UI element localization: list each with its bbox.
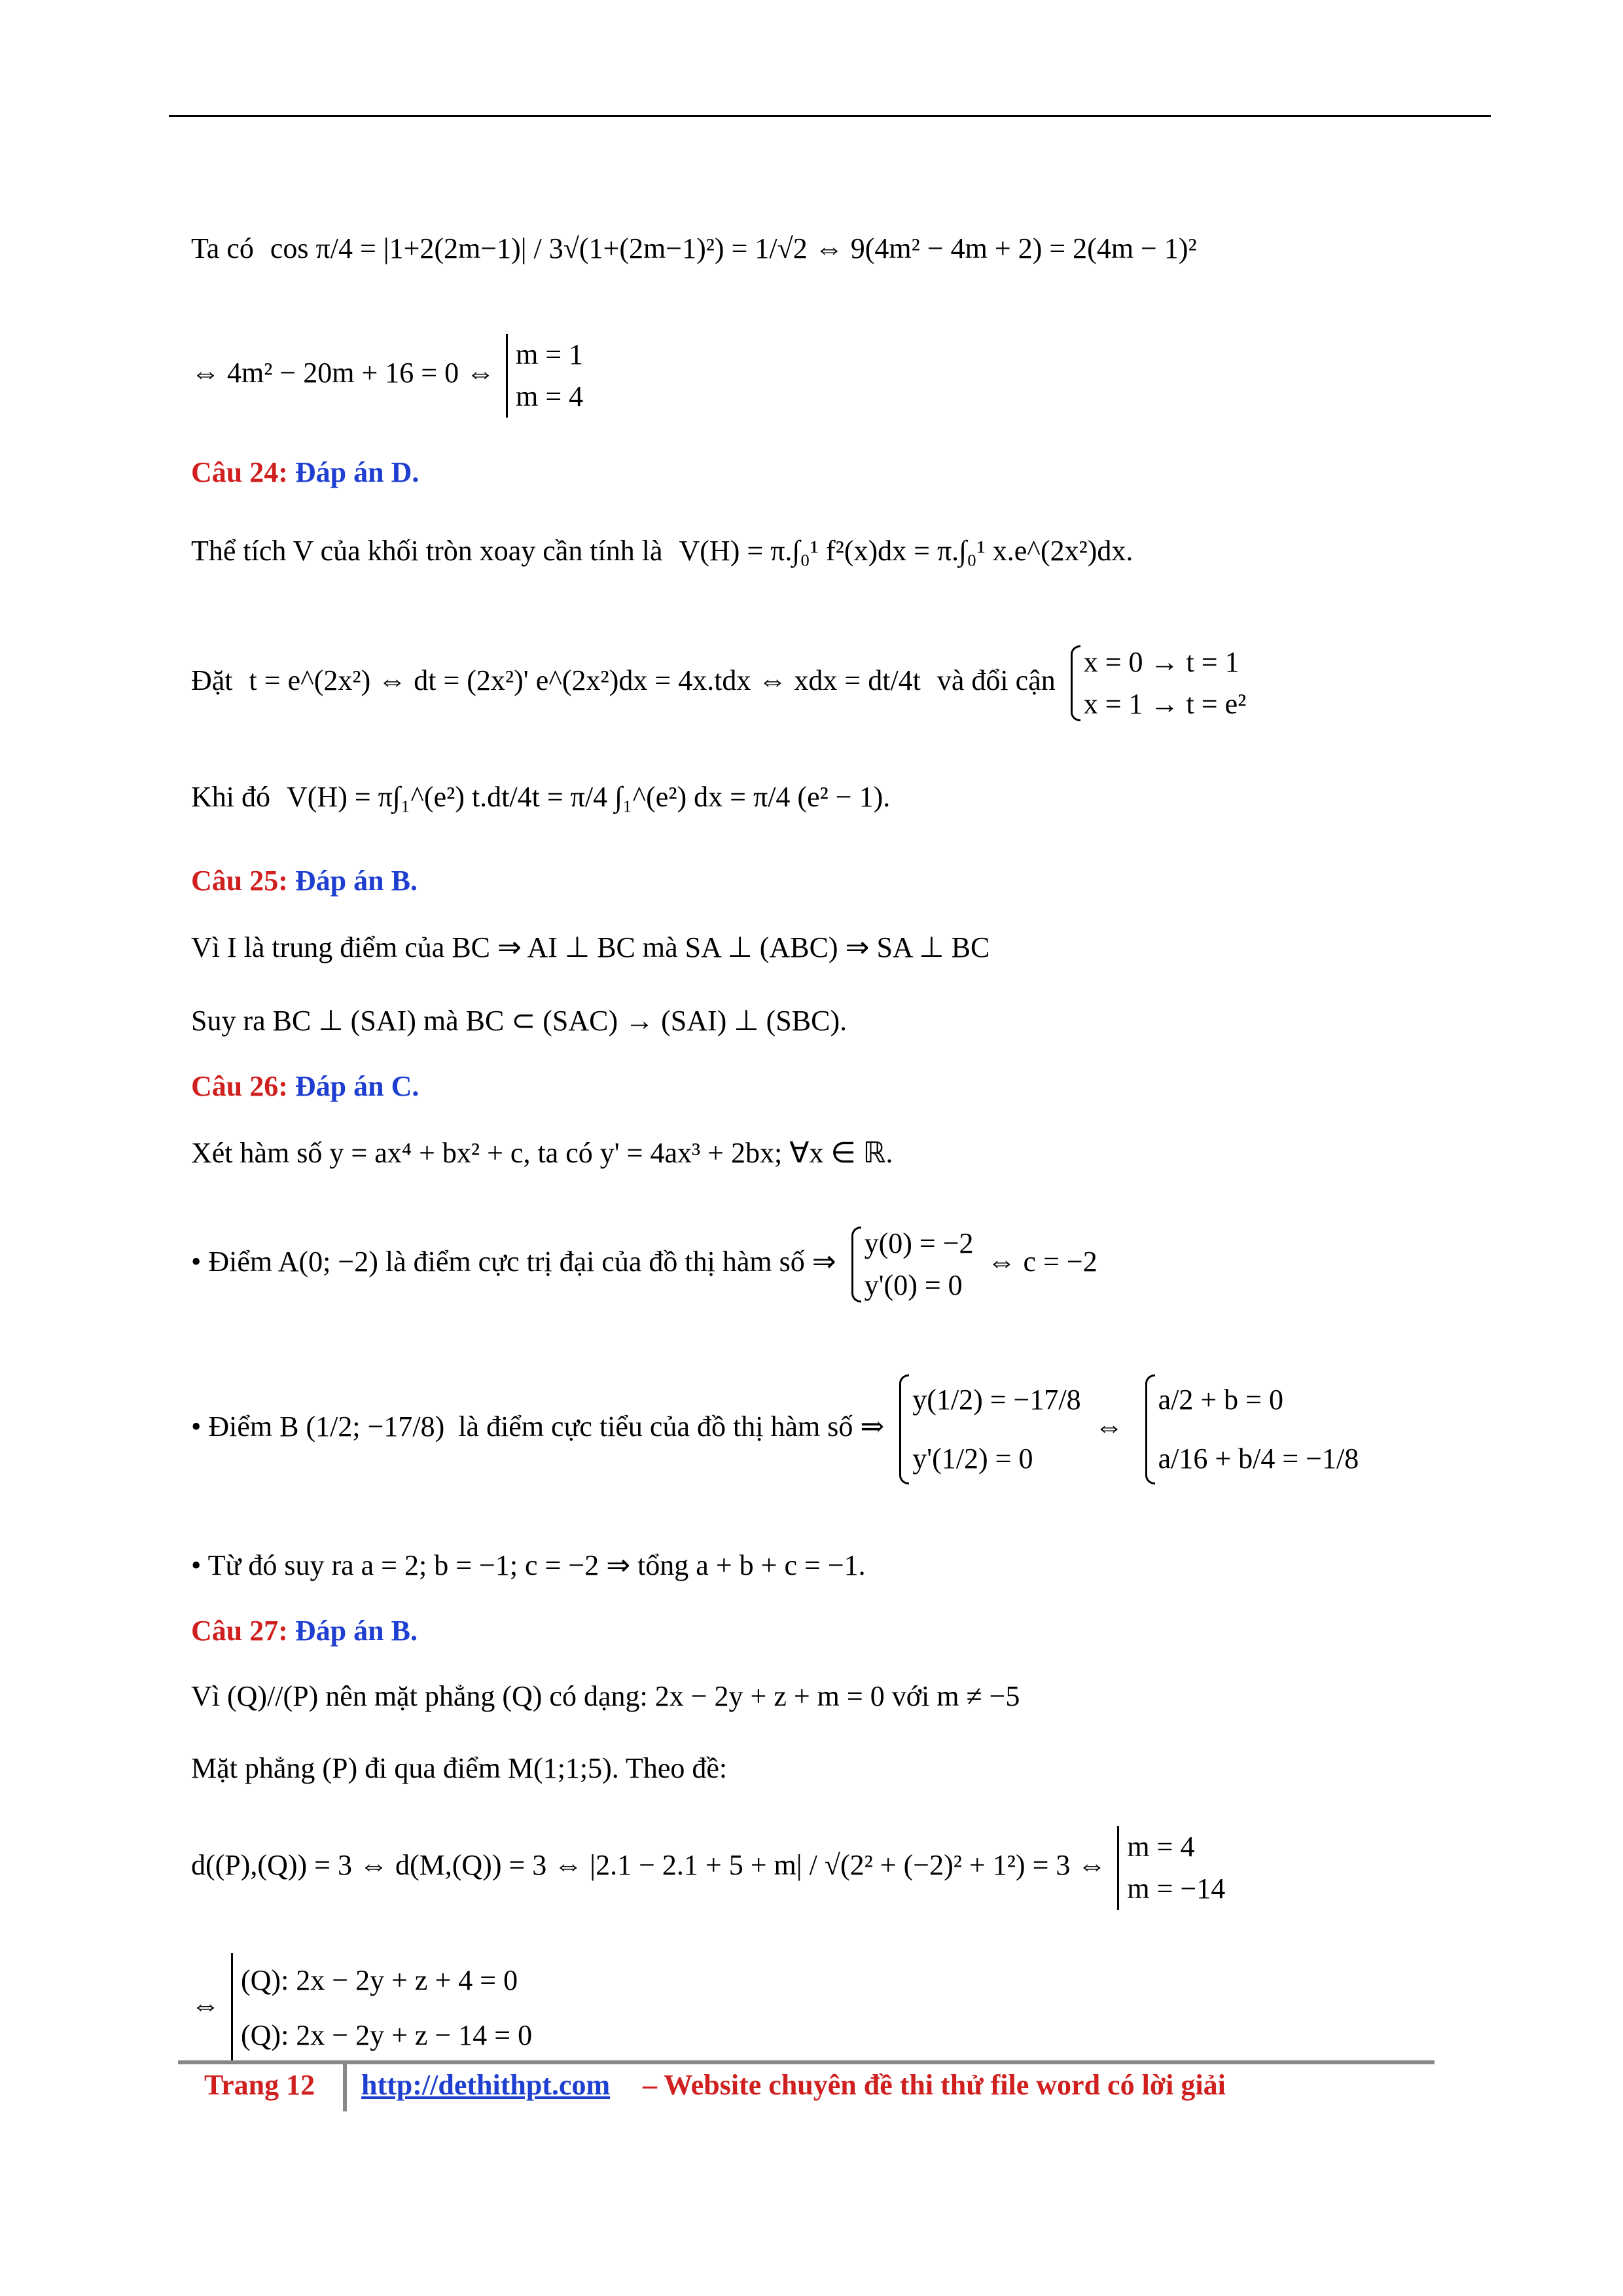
question-number: Câu 26:: [191, 1070, 288, 1102]
q26-point-a-system: [847, 1223, 974, 1306]
q26-point-b-label: • Điểm B: [191, 1410, 299, 1443]
q27-plane-form: Vì (Q)//(P) nên mặt phẳng (Q) có dạng: 2x − 2y + z + m = 0 với m ≠ −5: [191, 1680, 1020, 1712]
q26-ab-system: [1141, 1371, 1359, 1488]
case-m-14: m = −14: [1127, 1873, 1226, 1905]
q27-distance-line: [191, 1826, 1225, 1910]
plane-q1: (Q): 2x − 2y + z + 4 = 0: [241, 1964, 518, 1996]
q24-khi-do-text: Khi đó: [191, 781, 270, 813]
bound-lower: x = 0 → t = 1: [1083, 646, 1240, 678]
system-eq-1: a/2 + b = 0: [1158, 1384, 1283, 1416]
question-25-heading: [191, 861, 418, 901]
q24-bounds: [1067, 641, 1247, 725]
solution-cases: [506, 334, 583, 418]
website-link[interactable]: http://dethithpt.com: [361, 2069, 611, 2101]
q24-doi-can-text: và đổi cận: [936, 664, 1056, 697]
q26-conclusion: • Từ đó suy ra a = 2; b = −1; c = −2 ⇒ tổng a + b + c = −1.: [191, 1549, 866, 1581]
eq-quadratic: ⇔ 4m² − 20m + 16 = 0 ⇔: [191, 357, 495, 389]
system-eq-1: y(0) = −2: [864, 1227, 974, 1259]
question-number: Câu 25:: [191, 865, 288, 897]
question-number: Câu 27:: [191, 1615, 288, 1647]
bound-upper: x = 1 → t = e²: [1083, 688, 1247, 720]
q25-statement-1: Vì I là trung điểm của BC ⇒ AI ⊥ BC mà SA ⊥ (ABC) ⇒ SA ⊥ BC: [191, 931, 990, 963]
plane-q2: (Q): 2x − 2y + z − 14 = 0: [241, 2019, 533, 2051]
equivalence-icon: ⇔: [1094, 1410, 1124, 1443]
q26-conclusion-line: [191, 1546, 866, 1585]
case-m4: m = 4: [516, 380, 584, 412]
q27-distance-eq: d((P),(Q)) = 3 ⇔ d(M,(Q)) = 3 ⇔ |2.1 − 2.1 + 5 + m| / √(2² + (−2)² + 1²) = 3 ⇔: [191, 1849, 1107, 1882]
q26-function: Xét hàm số y = ax⁴ + bx² + c, ta có y' = 4ax³ + 2bx; ∀x ∈ ℝ.: [191, 1137, 893, 1169]
q26-point-b-coords: (1/2; −17/8): [306, 1410, 445, 1443]
case-m1: m = 1: [516, 338, 584, 370]
eq-quadratic-line: [191, 334, 583, 418]
q26-point-b-line: [191, 1371, 1359, 1488]
question-24-heading: [191, 453, 419, 492]
q25-line-1: [191, 928, 990, 967]
answer-label: Đáp án B.: [294, 1615, 418, 1647]
case-m4: m = 4: [1127, 1831, 1195, 1863]
system-eq-2: y'(1/2) = 0: [912, 1443, 1033, 1475]
footer-divider: [343, 2063, 347, 2111]
q27-plane-cases: [231, 1953, 532, 2063]
q24-dat-text: Đặt: [191, 664, 233, 697]
system-eq-2: y'(0) = 0: [864, 1269, 963, 1301]
text-ta-co: Ta có: [191, 232, 254, 264]
top-rule: [169, 115, 1491, 117]
q27-point-m: Mặt phẳng (P) đi qua điểm M(1;1;5). Theo đề:: [191, 1752, 728, 1784]
equivalence-icon: ⇔: [191, 1989, 220, 2022]
system-eq-2: a/16 + b/4 = −1/8: [1158, 1443, 1359, 1475]
q27-line-2: [191, 1749, 727, 1788]
q26-line-1: [191, 1134, 893, 1173]
q26-point-b-system: [895, 1371, 1080, 1488]
question-27-heading: [191, 1611, 418, 1651]
question-number: Câu 24:: [191, 456, 288, 488]
eq-cos-line: [191, 229, 1197, 268]
q24-substitution-eq: t = e^(2x²) ⇔ dt = (2x²)' e^(2x²)dx = 4x.tdx ⇔ xdx = dt/4t: [249, 664, 921, 697]
q24-substitution-line: [191, 641, 1246, 725]
answer-label: Đáp án D.: [294, 456, 419, 488]
answer-label: Đáp án C.: [294, 1070, 419, 1102]
q24-text: Thể tích V của khối tròn xoay cần tính là: [191, 535, 663, 567]
eq-cos: cos π/4 = |1+2(2m−1)| / 3√(1+(2m−1)²) = 1/√2 ⇔ 9(4m² − 4m + 2) = 2(4m − 1)²: [270, 232, 1197, 264]
q24-volume-line: [191, 531, 1133, 571]
system-eq-1: y(1/2) = −17/8: [912, 1384, 1081, 1416]
answer-label: Đáp án B.: [294, 865, 418, 897]
q26-point-a-text: • Điểm A(0; −2) là điểm cực trị đại của đồ thị hàm số ⇒: [191, 1246, 836, 1278]
footer-rule: [178, 2060, 1435, 2064]
q27-line-1: [191, 1677, 1020, 1716]
q25-statement-2: Suy ra BC ⊥ (SAI) mà BC ⊂ (SAC) → (SAI) ⊥ (SBC).: [191, 1005, 847, 1037]
page-number: Trang 12: [204, 2069, 315, 2101]
q24-result-eq: V(H) = π∫₁^(e²) t.dt/4t = π/4 ∫₁^(e²) dx = π/4 (e² − 1).: [287, 781, 891, 813]
q24-result-line: [191, 778, 890, 817]
question-26-heading: [191, 1067, 419, 1106]
q26-c-result: ⇔ c = −2: [987, 1246, 1097, 1278]
q25-line-2: [191, 1001, 847, 1041]
q24-volume-eq: V(H) = π.∫₀¹ f²(x)dx = π.∫₀¹ x.e^(2x²)dx.: [679, 535, 1133, 567]
q26-point-b-text: là điểm cực tiểu của đồ thị hàm số ⇒: [458, 1410, 885, 1443]
q26-point-a-line: [191, 1223, 1097, 1306]
q27-m-cases: [1117, 1826, 1225, 1910]
footer-tagline: – Website chuyên đề thi thử file word có lời giải: [643, 2069, 1226, 2101]
q27-planes-line: [191, 1953, 532, 2063]
